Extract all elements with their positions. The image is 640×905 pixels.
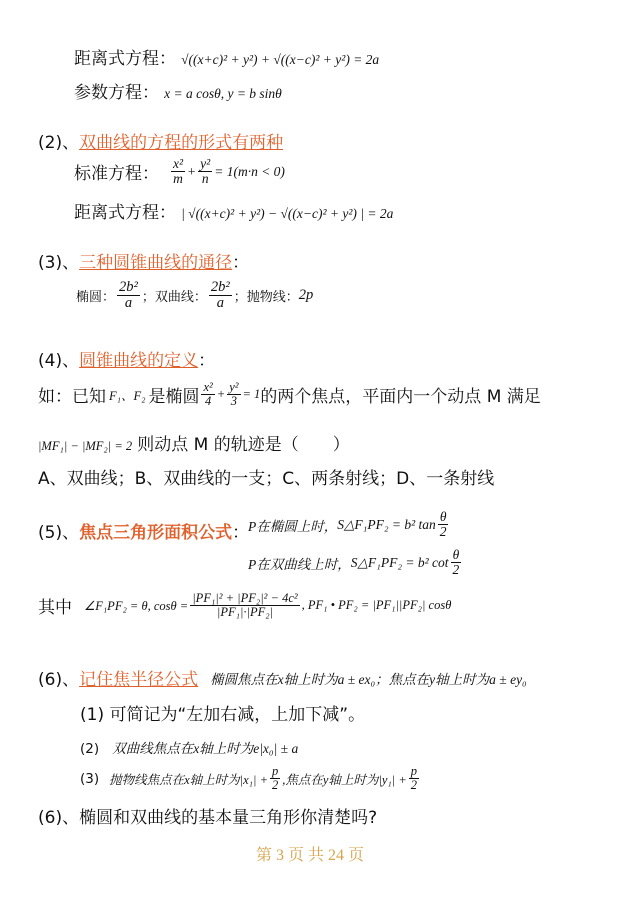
answer-options: A、双曲线；B、双曲线的一支；C、两条射线；D、一条射线 — [38, 469, 495, 489]
hyperbola-label: ；双曲线： — [141, 290, 207, 306]
hyperbola-focal-item — [80, 737, 298, 757]
condition-formula: |MF₁| − |MF₂| = 2 — [38, 439, 133, 453]
section-title: 记住焦半径公式 — [79, 670, 199, 690]
colon: ： — [232, 523, 250, 543]
section-number: (2)、 — [38, 133, 80, 153]
example-question-row-2 — [38, 430, 350, 455]
question-text: 则动点 M 的轨迹是（ ） — [137, 435, 350, 455]
hyperbola-focal-formula: 双曲线焦点在x轴上时为e|x₀| ± a — [112, 741, 299, 756]
parabola-y-formula: ,焦点在y轴上时为|y₁| + — [282, 772, 407, 787]
colon: ： — [198, 351, 216, 371]
standard-label: 标准方程： — [74, 164, 159, 185]
ellipse-distance-row — [74, 44, 379, 69]
denominator: n — [201, 171, 209, 187]
section-number: (6)、 — [38, 670, 80, 690]
numerator: θ — [452, 547, 460, 562]
ellipse-area-formula: S△F₁PF₂ = b² tan — [337, 516, 436, 532]
question-suffix: 的两个焦点，平面内一个动点 M 满足 — [260, 387, 541, 408]
plus-sign: + — [187, 163, 197, 179]
parabola-value: 2p — [298, 287, 314, 304]
page-footer: 第 3 页 共 24 页 — [256, 847, 365, 864]
section-5-heading — [38, 518, 249, 543]
denominator: 2 — [439, 524, 447, 540]
section-number: (6)、 — [38, 808, 80, 828]
fraction — [190, 592, 299, 619]
item-number: (2) — [80, 741, 100, 757]
hyperbola-area-row — [248, 548, 463, 577]
denominator: |PF₁|·|PF₂| — [216, 605, 273, 620]
fraction — [438, 510, 449, 539]
fraction — [171, 157, 185, 186]
ellipse-condition: P在椭圆上时， — [248, 518, 338, 534]
focal-radius-formula: 椭圆焦点在x轴上时为a ± ex₀；焦点在y轴上时为a ± ey₀ — [210, 671, 527, 687]
item-number: (3) — [80, 770, 100, 787]
section-title: 圆锥曲线的定义 — [79, 351, 199, 371]
fraction — [270, 765, 280, 792]
hyperbola-condition: P在双曲线上时， — [248, 556, 351, 572]
fraction — [117, 280, 140, 311]
section-title: 三种圆锥曲线的通径 — [79, 253, 233, 273]
ellipse-area-row — [248, 510, 451, 539]
section-7-heading — [38, 803, 377, 828]
section-title: 椭圆和双曲线的基本量三角形你清楚吗? — [79, 808, 378, 828]
where-label: 其中 — [38, 598, 72, 619]
fraction — [198, 157, 212, 186]
section-4-heading — [38, 346, 215, 371]
example-question-row — [38, 381, 541, 408]
question-middle: 是椭圆 — [148, 387, 200, 408]
numerator: y² — [229, 380, 239, 394]
section-6-heading — [38, 665, 527, 690]
dot-product-formula: , PF₁ • PF₂ = |PF₁||PF₂| cosθ — [301, 598, 452, 613]
latus-rectum-row — [76, 280, 313, 311]
numerator: p — [272, 764, 279, 778]
numerator: |PF₁|² + |PF₂|² − 4c² — [192, 591, 298, 605]
numerator: p — [410, 764, 417, 778]
ellipse-param-row — [74, 78, 282, 103]
numerator: 2b² — [210, 279, 230, 295]
param-label: 参数方程： — [74, 83, 159, 103]
denominator: m — [173, 171, 183, 187]
mnemonic-item: (1) 可简记为“左加右减，上加下减”。 — [80, 705, 366, 725]
fraction — [209, 280, 232, 311]
denominator: a — [216, 295, 224, 312]
section-title: 双曲线的方程的形式有两种 — [79, 133, 284, 153]
angle-formula: ∠F₁PF₂ = θ, cosθ = — [84, 598, 189, 613]
parabola-focal-item — [80, 765, 421, 792]
hyperbola-standard-row — [74, 157, 285, 186]
ellipse-equation — [199, 381, 260, 408]
fraction — [227, 381, 240, 408]
standard-formula — [169, 157, 285, 186]
parabola-x-formula: 抛物线焦点在x轴上时为|x₁| + — [109, 772, 268, 787]
section-number: (3)、 — [38, 253, 80, 273]
denominator: 3 — [230, 394, 237, 409]
numerator: x² — [203, 380, 213, 394]
denominator: 2 — [410, 778, 417, 793]
plus-sign: + — [216, 387, 226, 402]
hyperbola-area-formula: S△F₁PF₂ = b² cot — [350, 554, 449, 570]
foci-formula: F₁、F₂ — [109, 388, 146, 403]
numerator: 2b² — [119, 279, 138, 295]
section-number: (5)、 — [38, 523, 80, 543]
section-title: 焦点三角形面积公式 — [79, 523, 233, 543]
section-number: (4)、 — [38, 351, 80, 371]
distance-label: 距离式方程： — [74, 49, 176, 69]
equals-one: = 1 — [242, 387, 261, 402]
fraction — [409, 765, 419, 792]
denominator: 2 — [452, 562, 460, 578]
section-3-heading — [38, 248, 249, 273]
numerator: θ — [439, 509, 447, 524]
distance-formula: | √((x+c)² + y²) − √((x−c)² + y²) | = 2a — [181, 206, 394, 221]
section-2-heading — [38, 128, 283, 153]
hyperbola-distance-row — [74, 198, 393, 223]
distance-label: 距离式方程： — [74, 203, 176, 223]
denominator: a — [124, 295, 133, 312]
denominator: 2 — [272, 778, 279, 793]
param-formula: x = a cosθ, y = b sinθ — [164, 86, 282, 101]
numerator: x² — [173, 156, 184, 171]
formula-rest: = 1(m·n < 0) — [214, 163, 285, 179]
colon: ： — [232, 253, 250, 273]
fraction — [201, 381, 214, 408]
denominator: 4 — [204, 394, 212, 409]
distance-formula: √((x+c)² + y²) + √((x−c)² + y²) = 2a — [181, 52, 380, 67]
where-row — [38, 592, 451, 619]
question-prefix: 如：已知 — [38, 387, 106, 408]
ellipse-label: 椭圆： — [76, 290, 116, 306]
fraction — [451, 548, 462, 577]
numerator: y² — [200, 156, 211, 171]
parabola-label: ；抛物线： — [233, 290, 299, 306]
